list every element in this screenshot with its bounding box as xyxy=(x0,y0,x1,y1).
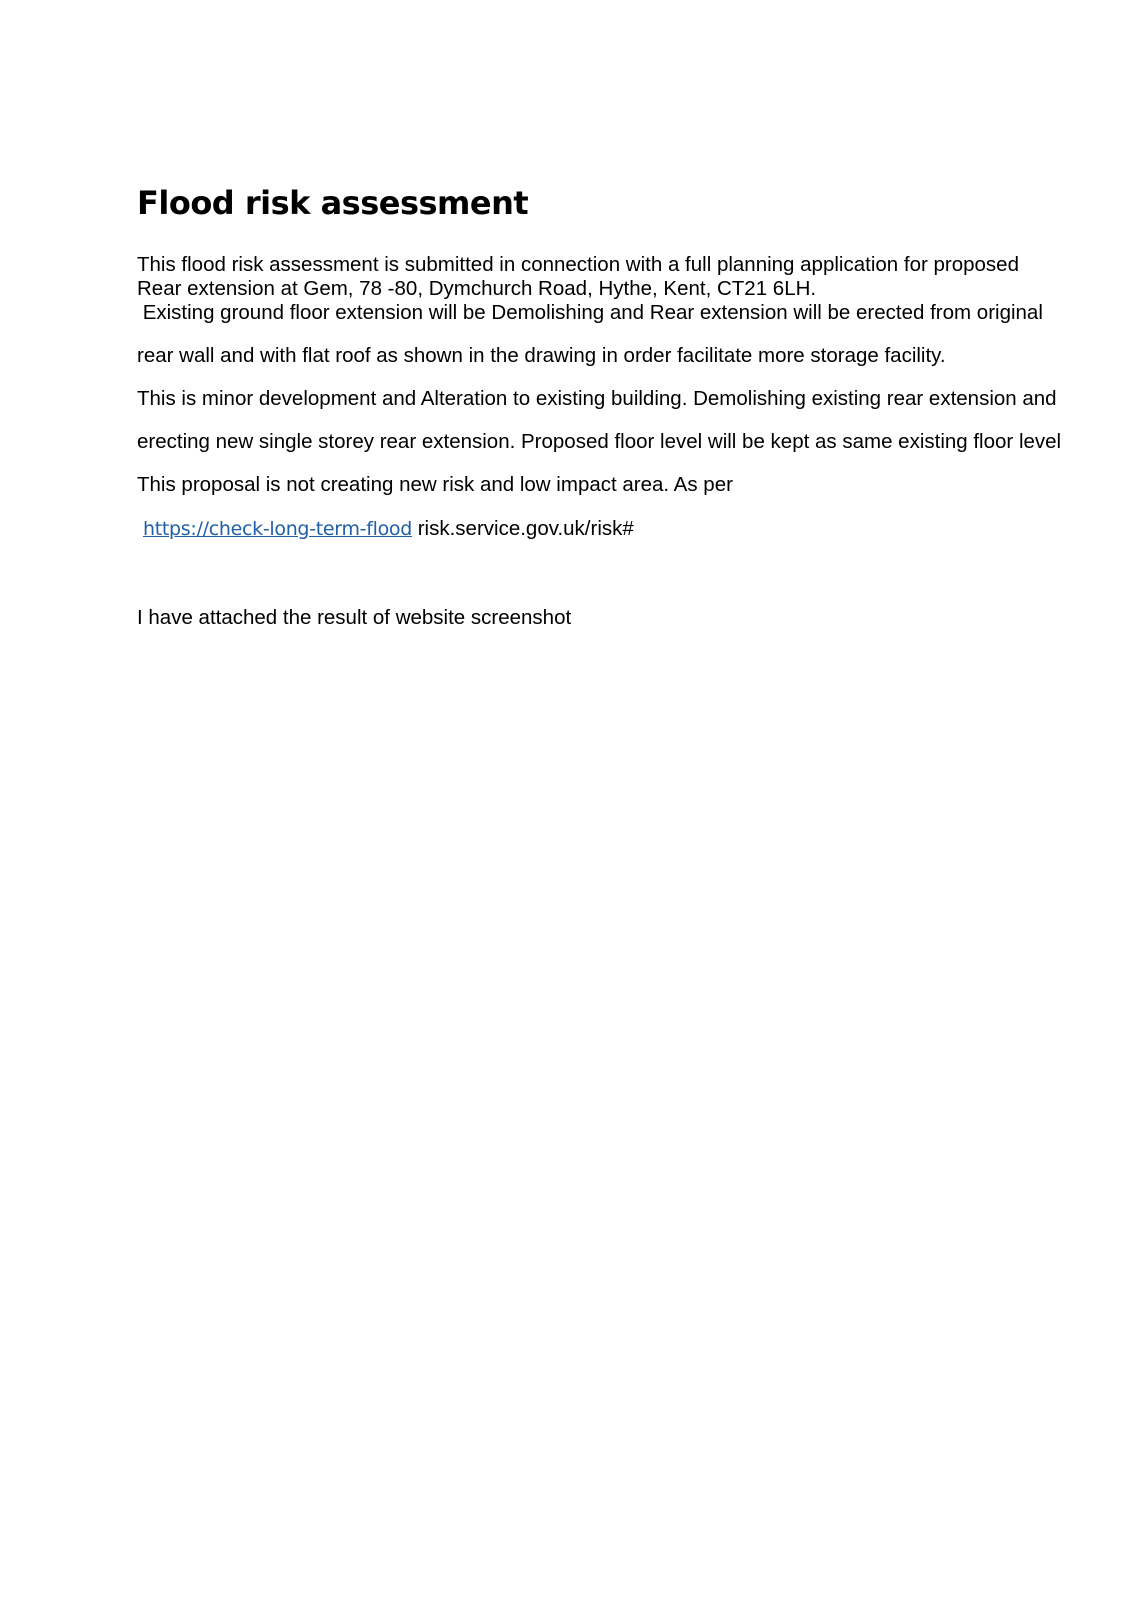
body-line-7: This proposal is not creating new risk and low impact area. As per xyxy=(137,473,733,496)
body-line-5: This is minor development and Alteration to existing building. Demolishing existing rear extension and xyxy=(137,387,1057,410)
body-line-6: erecting new single storey rear extension. Proposed floor level will be kept as same existing floor level xyxy=(137,430,1062,453)
closing-line: I have attached the result of website screenshot xyxy=(137,606,572,629)
body-line-3: Existing ground floor extension will be Demolishing and Rear extension will be erected from original xyxy=(137,301,1043,324)
body-line-1: This flood risk assessment is submitted in connection with a full planning application for proposed xyxy=(137,253,1019,276)
document-title: Flood risk assessment xyxy=(137,184,529,222)
body-line-2: Rear extension at Gem, 78 -80, Dymchurch Road, Hythe, Kent, CT21 6LH. xyxy=(137,277,817,300)
flood-risk-link-suffix: risk.service.gov.uk/risk# xyxy=(412,517,634,540)
body-line-4: rear wall and with flat roof as shown in the drawing in order facilitate more storage facility. xyxy=(137,344,946,367)
flood-risk-link-line xyxy=(143,517,634,541)
flood-risk-link[interactable]: https://check-long-term-flood xyxy=(143,518,413,540)
